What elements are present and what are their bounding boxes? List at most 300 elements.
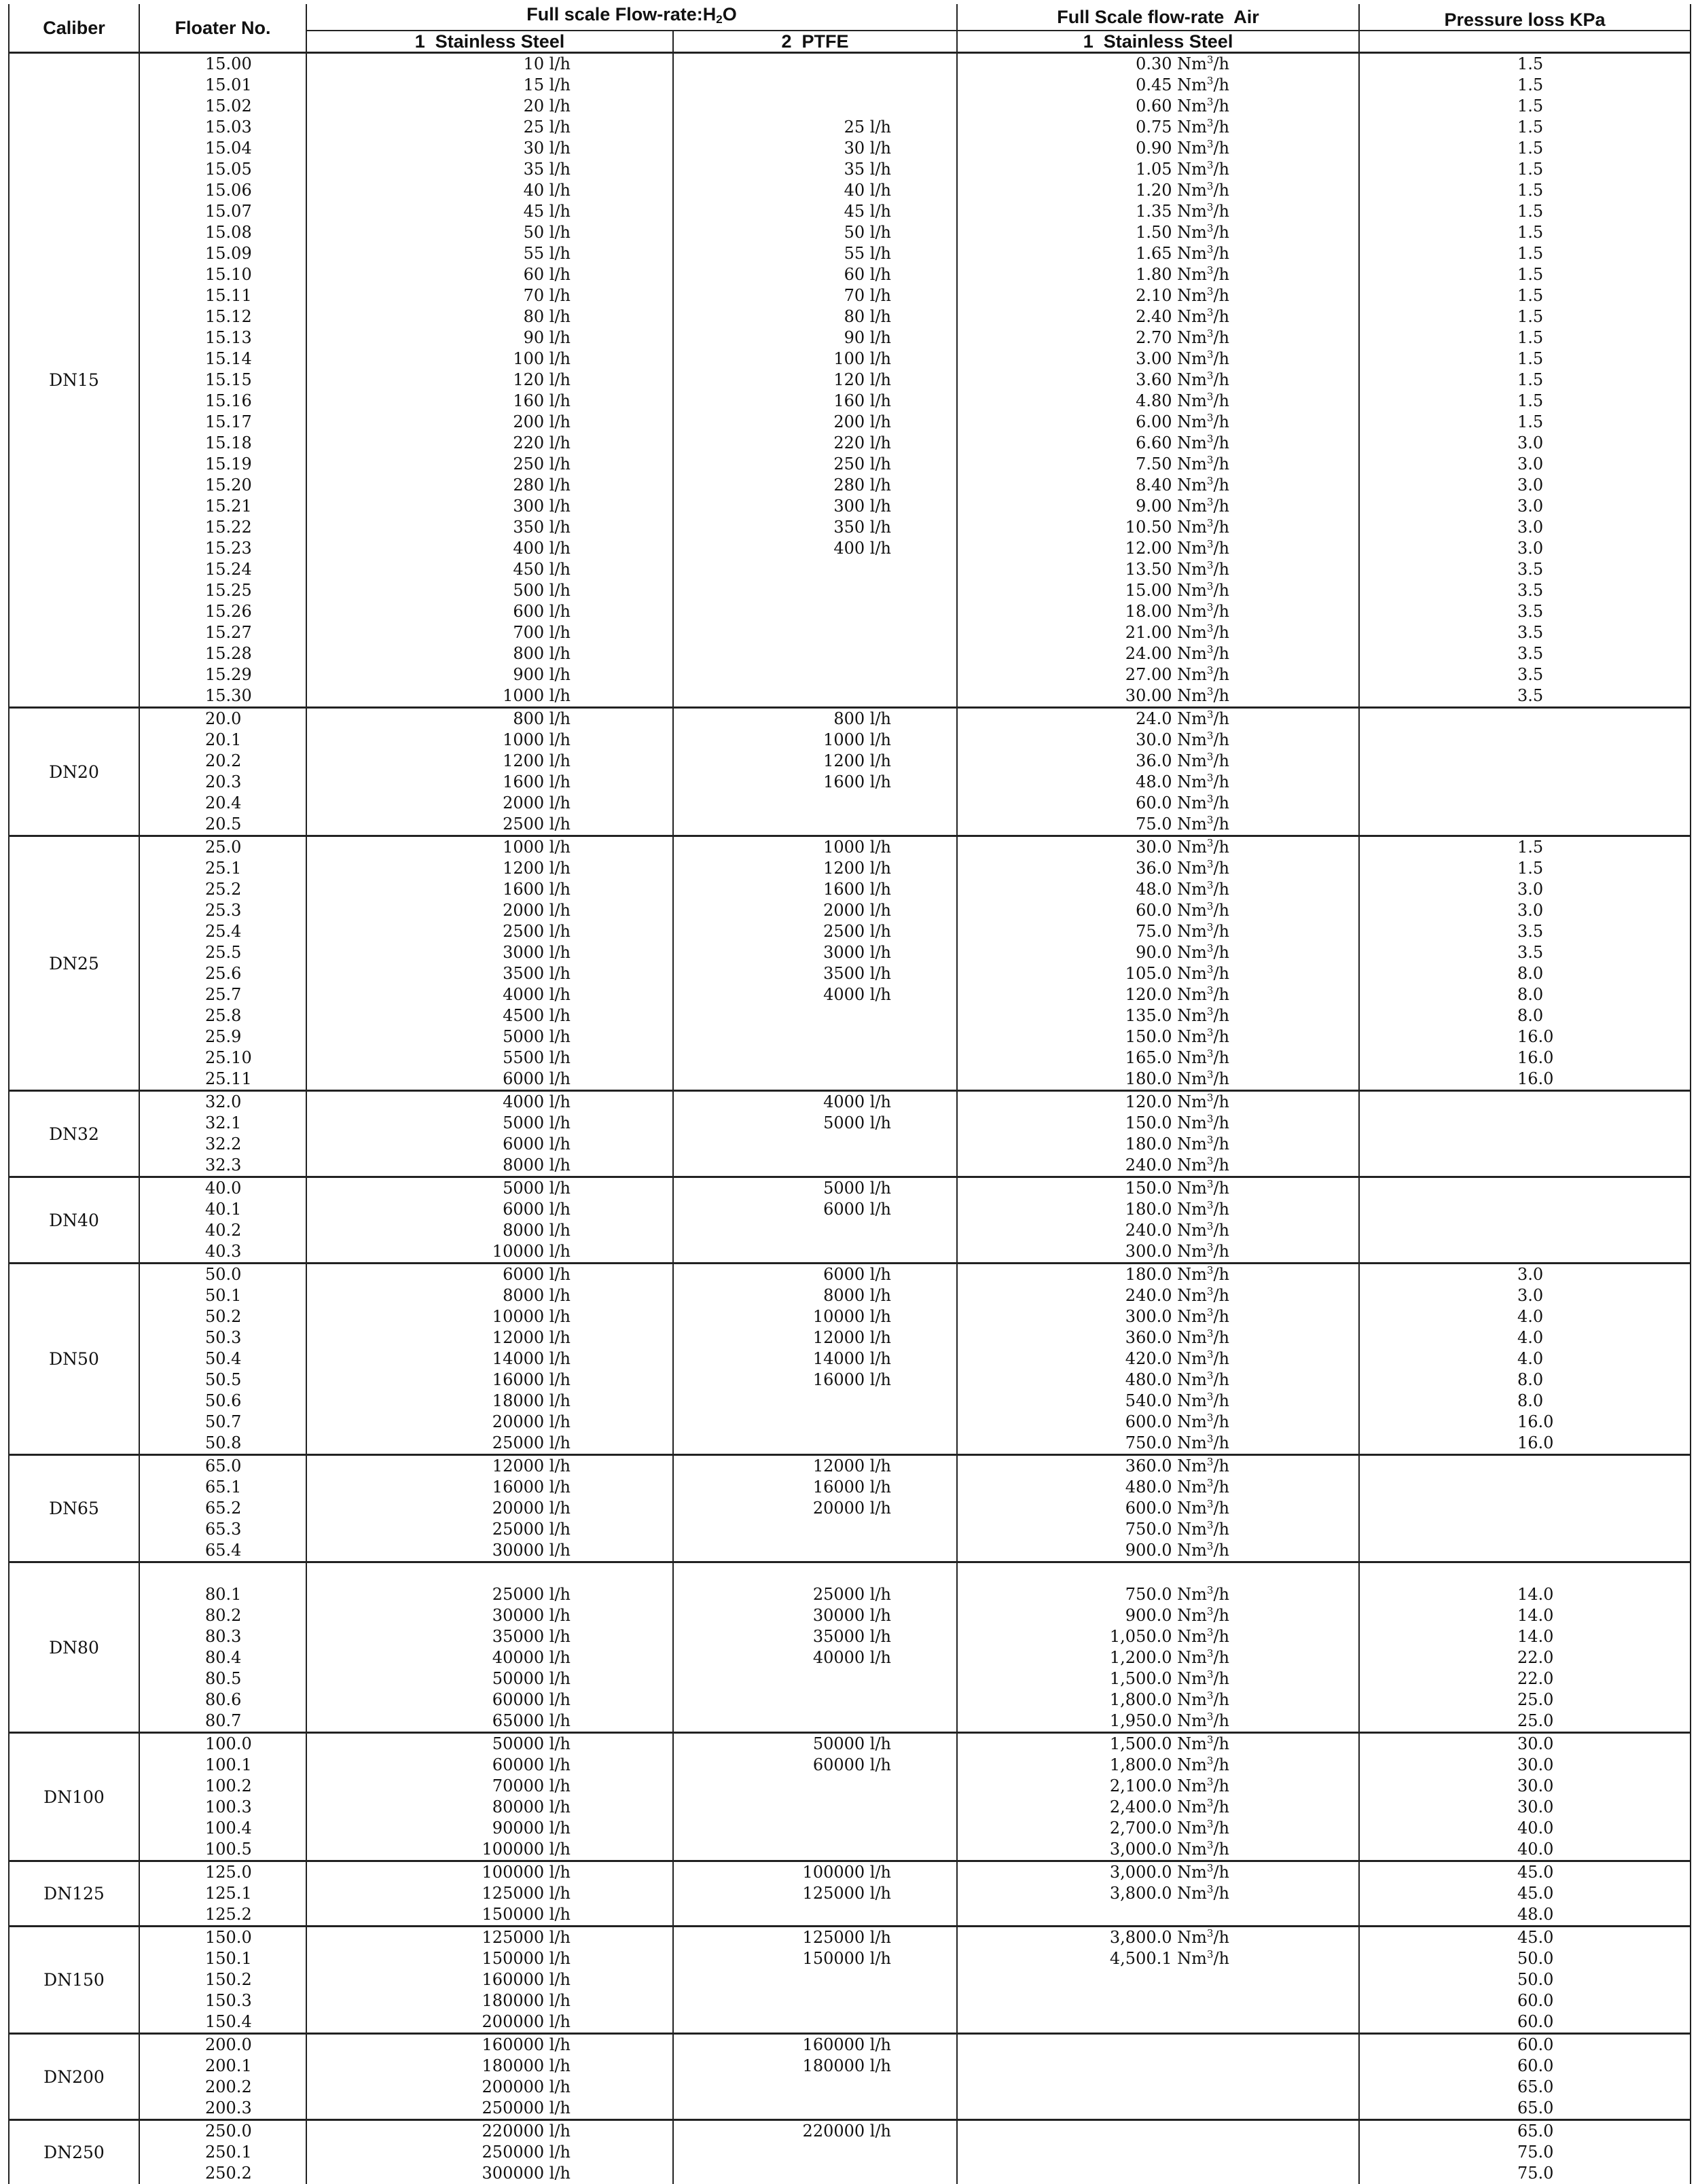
air-flow-cell (957, 53, 1359, 75)
ptfe-flow-cell: 30 l/h (673, 138, 957, 159)
air-unit-text (1172, 433, 1230, 452)
air-flow-cell (957, 1733, 1359, 1755)
table-row (9, 159, 1691, 180)
stainless-flow-cell: 800 l/h (306, 643, 673, 664)
floater-no-cell: 80.3 (139, 1626, 306, 1647)
ptfe-flow-cell (673, 1689, 957, 1711)
pressure-loss-cell: 14.0 (1359, 1605, 1691, 1626)
stainless-flow-cell: 1200 l/h (306, 858, 673, 879)
air-flow-value: 360.0 (1125, 1456, 1172, 1475)
air-flow-value: 240.0 (1125, 1286, 1172, 1305)
air-unit-prefix: Nm (1177, 539, 1207, 558)
air-unit-prefix: Nm (1177, 901, 1207, 920)
caliber-cell: DN25 (9, 836, 139, 1091)
ptfe-flow-cell (673, 1134, 957, 1155)
air-flow-cell (957, 1048, 1359, 1069)
air-unit-prefix: Nm (1177, 96, 1207, 115)
stainless-flow-cell: 20000 l/h (306, 1498, 673, 1519)
air-unit-prefix: Nm (1177, 1478, 1207, 1497)
ptfe-flow-cell: 55 l/h (673, 243, 957, 264)
air-unit-superscript: 3 (1207, 793, 1214, 805)
air-flow-value: 1,200.0 (1110, 1648, 1172, 1667)
ptfe-flow-cell: 25 l/h (673, 117, 957, 138)
air-flow-cell (957, 1689, 1359, 1711)
air-flow-cell (957, 2120, 1359, 2143)
floater-no-cell: 50.4 (139, 1348, 306, 1370)
air-flow-value: 8.40 (1136, 476, 1172, 495)
ptfe-flow-cell (673, 1005, 957, 1026)
floater-no-cell: 15.06 (139, 180, 306, 201)
air-unit-suffix: /h (1213, 1370, 1229, 1389)
table-row (9, 1969, 1691, 1990)
air-unit-prefix: Nm (1177, 581, 1207, 600)
ptfe-flow-cell (673, 1026, 957, 1048)
air-unit-suffix: /h (1213, 1776, 1229, 1795)
stainless-flow-cell: 100000 l/h (306, 1839, 673, 1861)
stainless-flow-cell: 70 l/h (306, 285, 673, 306)
ptfe-flow-cell: 350 l/h (673, 517, 957, 538)
air-flow-cell (957, 1199, 1359, 1220)
table-row (9, 53, 1691, 75)
stainless-flow-cell: 125000 l/h (306, 1883, 673, 1904)
caliber-cell: DN125 (9, 1861, 139, 1927)
air-flow-value: 1,050.0 (1110, 1627, 1172, 1646)
pressure-loss-cell: 3.0 (1359, 900, 1691, 921)
air-unit-superscript: 3 (1207, 1498, 1214, 1510)
air-unit-suffix: /h (1213, 286, 1229, 305)
air-flow-cell (957, 1005, 1359, 1026)
air-unit-text (1172, 665, 1230, 684)
stainless-flow-cell: 25000 l/h (306, 1519, 673, 1540)
air-flow-cell (957, 1755, 1359, 1776)
pressure-loss-cell: 3.0 (1359, 496, 1691, 517)
air-unit-prefix: Nm (1177, 922, 1207, 941)
air-unit-superscript: 3 (1207, 685, 1214, 698)
table-row (9, 664, 1691, 685)
table-row (9, 285, 1691, 306)
air-unit-superscript: 3 (1207, 921, 1214, 933)
stainless-flow-cell: 60000 l/h (306, 1689, 673, 1711)
air-flow-value: 360.0 (1125, 1328, 1172, 1347)
air-unit-suffix: /h (1213, 1092, 1229, 1111)
pressure-loss-cell (1359, 1540, 1691, 1562)
stainless-flow-cell: 18000 l/h (306, 1391, 673, 1412)
ptfe-flow-cell (673, 1562, 957, 1585)
ptfe-flow-cell (673, 1969, 957, 1990)
air-flow-cell (957, 1134, 1359, 1155)
air-flow-value: 180.0 (1125, 1069, 1172, 1088)
air-unit-text (1172, 1840, 1230, 1859)
air-flow-cell (957, 1455, 1359, 1478)
stainless-flow-cell: 5000 l/h (306, 1113, 673, 1134)
air-unit-suffix: /h (1213, 139, 1229, 158)
air-unit-superscript: 3 (1207, 433, 1214, 445)
floater-no-cell: 15.28 (139, 643, 306, 664)
stainless-flow-cell: 120 l/h (306, 370, 673, 391)
air-unit-prefix: Nm (1177, 1179, 1207, 1198)
air-unit-prefix: Nm (1177, 1928, 1207, 1947)
table-row (9, 475, 1691, 496)
floater-no-cell: 100.5 (139, 1839, 306, 1861)
pressure-loss-cell: 30.0 (1359, 1797, 1691, 1818)
air-flow-value: 1.05 (1136, 160, 1172, 179)
air-unit-text (1172, 1478, 1230, 1497)
ptfe-flow-cell: 30000 l/h (673, 1605, 957, 1626)
floater-no-cell: 100.3 (139, 1797, 306, 1818)
air-unit-superscript: 3 (1207, 1092, 1214, 1104)
air-unit-prefix: Nm (1177, 54, 1207, 73)
air-unit-text (1172, 751, 1230, 770)
pressure-loss-cell: 65.0 (1359, 2120, 1691, 2143)
pressure-loss-cell: 30.0 (1359, 1755, 1691, 1776)
air-unit-suffix: /h (1213, 1113, 1229, 1132)
floater-no-cell: 80.6 (139, 1689, 306, 1711)
air-unit-prefix: Nm (1177, 286, 1207, 305)
air-unit-text (1172, 1456, 1230, 1475)
pressure-loss-cell: 60.0 (1359, 1990, 1691, 2011)
pressure-loss-cell: 60.0 (1359, 2034, 1691, 2056)
ptfe-flow-cell: 45 l/h (673, 201, 957, 222)
air-unit-superscript: 3 (1207, 159, 1214, 171)
ptfe-flow-cell: 60000 l/h (673, 1755, 957, 1776)
air-unit-superscript: 3 (1207, 837, 1214, 849)
air-flow-cell (957, 1264, 1359, 1286)
stainless-flow-cell: 65000 l/h (306, 1711, 673, 1733)
pressure-loss-cell: 3.0 (1359, 517, 1691, 538)
air-flow-cell (957, 1241, 1359, 1264)
ptfe-flow-cell: 2000 l/h (673, 900, 957, 921)
pressure-loss-cell: 14.0 (1359, 1626, 1691, 1647)
table-row (9, 2034, 1691, 2056)
air-flow-value: 2.70 (1136, 328, 1172, 347)
air-unit-superscript: 3 (1207, 1711, 1214, 1723)
air-unit-suffix: /h (1213, 1585, 1229, 1604)
pressure-loss-cell: 16.0 (1359, 1412, 1691, 1433)
air-flow-cell (957, 496, 1359, 517)
stainless-flow-cell: 1000 l/h (306, 730, 673, 751)
floater-no-cell: 15.11 (139, 285, 306, 306)
air-unit-superscript: 3 (1207, 1069, 1214, 1081)
pressure-loss-cell (1359, 708, 1691, 730)
pressure-loss-cell (1359, 1477, 1691, 1498)
table-row (9, 1327, 1691, 1348)
table-row (9, 1005, 1691, 1026)
air-unit-text (1172, 1734, 1230, 1753)
air-unit-suffix: /h (1213, 1797, 1229, 1816)
air-flow-cell (957, 685, 1359, 708)
table-row (9, 391, 1691, 412)
floater-no-cell: 32.0 (139, 1091, 306, 1113)
table-row (9, 1948, 1691, 1969)
pressure-loss-cell: 22.0 (1359, 1647, 1691, 1668)
caliber-cell: DN250 (9, 2120, 139, 2184)
air-unit-suffix: /h (1213, 772, 1229, 791)
air-unit-text (1172, 1669, 1230, 1688)
air-flow-value: 15.00 (1125, 581, 1172, 600)
ptfe-flow-cell (673, 53, 957, 75)
air-unit-text (1172, 1585, 1230, 1604)
air-unit-superscript: 3 (1207, 75, 1214, 87)
table-row (9, 601, 1691, 622)
ptfe-flow-cell: 60 l/h (673, 264, 957, 285)
table-row (9, 1134, 1691, 1155)
air-unit-superscript: 3 (1207, 306, 1214, 319)
pressure-loss-cell: 16.0 (1359, 1069, 1691, 1091)
air-flow-cell (957, 984, 1359, 1005)
air-flow-cell (957, 900, 1359, 921)
floater-no-cell: 200.1 (139, 2056, 306, 2077)
stainless-flow-cell: 200000 l/h (306, 2077, 673, 2098)
stainless-flow-cell: 250000 l/h (306, 2098, 673, 2120)
ptfe-flow-cell: 160 l/h (673, 391, 957, 412)
air-unit-text (1172, 581, 1230, 600)
air-unit-suffix: /h (1213, 391, 1229, 410)
stainless-flow-cell: 200 l/h (306, 412, 673, 433)
air-flow-value: 36.0 (1136, 751, 1172, 770)
air-flow-value: 120.0 (1125, 985, 1172, 1004)
air-unit-prefix: Nm (1177, 412, 1207, 431)
stainless-flow-cell: 100000 l/h (306, 1861, 673, 1884)
air-unit-text (1172, 1179, 1230, 1198)
air-flow-cell (957, 1818, 1359, 1839)
pressure-loss-cell: 3.5 (1359, 559, 1691, 580)
floater-no-cell: 50.0 (139, 1264, 306, 1286)
ptfe-flow-cell: 16000 l/h (673, 1370, 957, 1391)
ptfe-flow-cell: 5000 l/h (673, 1113, 957, 1134)
air-unit-suffix: /h (1213, 539, 1229, 558)
air-unit-text (1172, 838, 1230, 857)
ptfe-flow-cell (673, 1797, 957, 1818)
floater-no-cell: 15.24 (139, 559, 306, 580)
air-flow-cell (957, 117, 1359, 138)
pressure-loss-cell: 3.5 (1359, 601, 1691, 622)
table-row (9, 1776, 1691, 1797)
air-unit-suffix: /h (1213, 560, 1229, 579)
stainless-flow-cell: 25000 l/h (306, 1433, 673, 1455)
air-unit-prefix: Nm (1177, 1048, 1207, 1067)
air-unit-superscript: 3 (1207, 814, 1214, 826)
pressure-loss-cell (1359, 1134, 1691, 1155)
air-flow-cell (957, 1477, 1359, 1498)
ptfe-flow-cell (673, 1519, 957, 1540)
ptfe-flow-cell: 1600 l/h (673, 772, 957, 793)
air-unit-suffix: /h (1213, 433, 1229, 452)
air-unit-suffix: /h (1213, 1265, 1229, 1284)
ptfe-flow-cell (673, 1540, 957, 1562)
table-row (9, 2056, 1691, 2077)
table-row (9, 1540, 1691, 1562)
ptfe-flow-cell: 280 l/h (673, 475, 957, 496)
pressure-loss-cell: 1.5 (1359, 75, 1691, 96)
air-flow-cell (957, 1948, 1359, 1969)
air-flow-cell (957, 1412, 1359, 1433)
pressure-loss-cell: 50.0 (1359, 1948, 1691, 1969)
stainless-flow-cell: 125000 l/h (306, 1927, 673, 1949)
pressure-loss-cell: 4.0 (1359, 1348, 1691, 1370)
floater-no-cell: 150.0 (139, 1927, 306, 1949)
air-unit-prefix: Nm (1177, 665, 1207, 684)
air-flow-value: 24.00 (1125, 644, 1172, 663)
air-unit-prefix: Nm (1177, 1541, 1207, 1560)
air-unit-superscript: 3 (1207, 709, 1214, 721)
table-row (9, 1711, 1691, 1733)
air-unit-suffix: /h (1213, 1027, 1229, 1046)
air-unit-text (1172, 1200, 1230, 1219)
air-unit-prefix: Nm (1177, 1069, 1207, 1088)
air-unit-suffix: /h (1213, 1690, 1229, 1709)
floater-no-cell: 50.6 (139, 1391, 306, 1412)
pressure-loss-cell: 1.5 (1359, 201, 1691, 222)
table-row (9, 1883, 1691, 1904)
table-row (9, 201, 1691, 222)
air-unit-superscript: 3 (1207, 517, 1214, 529)
stainless-flow-cell: 35 l/h (306, 159, 673, 180)
table-row (9, 117, 1691, 138)
air-flow-value: 3,800.0 (1110, 1928, 1172, 1947)
air-flow-cell (957, 1969, 1359, 1990)
air-unit-suffix: /h (1213, 202, 1229, 221)
floater-no-cell: 20.4 (139, 793, 306, 814)
ptfe-flow-cell (673, 814, 957, 836)
air-flow-value: 3,800.0 (1110, 1884, 1172, 1903)
air-unit-suffix: /h (1213, 1221, 1229, 1240)
pressure-loss-cell: 3.0 (1359, 538, 1691, 559)
table-row (9, 1733, 1691, 1755)
air-flow-value: 75.0 (1136, 922, 1172, 941)
table-row (9, 306, 1691, 327)
air-unit-text (1172, 901, 1230, 920)
caliber-cell: DN15 (9, 53, 139, 708)
air-flow-value: 24.0 (1136, 709, 1172, 728)
air-flow-value: 13.50 (1125, 560, 1172, 579)
air-flow-cell (957, 243, 1359, 264)
pressure-loss-cell: 30.0 (1359, 1776, 1691, 1797)
floater-no-cell: 25.8 (139, 1005, 306, 1026)
table-row (9, 708, 1691, 730)
pressure-loss-cell: 3.0 (1359, 1264, 1691, 1286)
air-unit-suffix: /h (1213, 223, 1229, 242)
table-row (9, 1285, 1691, 1306)
air-unit-text (1172, 1433, 1230, 1452)
air-unit-prefix: Nm (1177, 772, 1207, 791)
table-row (9, 1477, 1691, 1498)
air-flow-cell (957, 433, 1359, 454)
air-flow-cell (957, 879, 1359, 900)
air-flow-value: 75.0 (1136, 814, 1172, 834)
table-row (9, 1755, 1691, 1776)
floater-no-cell: 15.07 (139, 201, 306, 222)
air-unit-superscript: 3 (1207, 1477, 1214, 1489)
air-unit-suffix: /h (1213, 349, 1229, 368)
air-flow-value: 540.0 (1125, 1391, 1172, 1410)
floater-no-cell: 250.0 (139, 2120, 306, 2143)
air-unit-prefix: Nm (1177, 1711, 1207, 1730)
air-unit-prefix: Nm (1177, 1606, 1207, 1625)
air-unit-superscript: 3 (1207, 942, 1214, 954)
ptfe-flow-cell: 50 l/h (673, 222, 957, 243)
pressure-loss-cell: 1.5 (1359, 348, 1691, 370)
air-unit-text (1172, 328, 1230, 347)
air-unit-superscript: 3 (1207, 1927, 1214, 1939)
pressure-loss-cell: 3.5 (1359, 942, 1691, 963)
table-row (9, 1927, 1691, 1949)
ptfe-flow-cell (673, 559, 957, 580)
air-flow-value: 150.0 (1125, 1027, 1172, 1046)
air-flow-value: 0.90 (1136, 139, 1172, 158)
air-flow-value: 2,700.0 (1110, 1819, 1172, 1838)
air-unit-suffix: /h (1213, 1200, 1229, 1219)
air-unit-prefix: Nm (1177, 943, 1207, 962)
ptfe-flow-cell (673, 1155, 957, 1177)
stainless-flow-cell: 900 l/h (306, 664, 673, 685)
air-unit-superscript: 3 (1207, 1456, 1214, 1468)
stainless-flow-cell: 400 l/h (306, 538, 673, 559)
floater-no-cell: 50.3 (139, 1327, 306, 1348)
stainless-flow-cell: 1600 l/h (306, 772, 673, 793)
air-flow-value: 3,000.0 (1110, 1840, 1172, 1859)
floater-no-cell: 65.0 (139, 1455, 306, 1478)
air-unit-prefix: Nm (1177, 1391, 1207, 1410)
ptfe-flow-cell (673, 643, 957, 664)
floater-no-cell: 50.8 (139, 1433, 306, 1455)
air-flow-cell (957, 664, 1359, 685)
ptfe-flow-cell: 1200 l/h (673, 751, 957, 772)
floater-no-cell: 32.1 (139, 1113, 306, 1134)
pressure-loss-cell: 1.5 (1359, 222, 1691, 243)
floater-no-cell: 15.05 (139, 159, 306, 180)
air-unit-prefix: Nm (1177, 1949, 1207, 1968)
air-flow-value: 2.10 (1136, 286, 1172, 305)
floater-no-cell: 20.3 (139, 772, 306, 793)
stainless-flow-cell: 4500 l/h (306, 1005, 673, 1026)
floater-no-cell: 80.5 (139, 1668, 306, 1689)
table-row (9, 1904, 1691, 1927)
air-unit-prefix: Nm (1177, 139, 1207, 158)
table-row (9, 327, 1691, 348)
pressure-loss-cell: 3.5 (1359, 664, 1691, 685)
air-unit-prefix: Nm (1177, 265, 1207, 284)
air-unit-suffix: /h (1213, 730, 1229, 749)
floater-no-cell: 15.22 (139, 517, 306, 538)
table-row (9, 433, 1691, 454)
floater-no-cell: 65.1 (139, 1477, 306, 1498)
air-flow-value: 30.00 (1125, 686, 1172, 705)
caliber-cell: DN150 (9, 1927, 139, 2034)
air-unit-superscript: 3 (1207, 496, 1214, 508)
ptfe-flow-cell: 250 l/h (673, 454, 957, 475)
air-unit-superscript: 3 (1207, 327, 1214, 340)
air-flow-value: 1.35 (1136, 202, 1172, 221)
table-row (9, 836, 1691, 859)
stainless-flow-cell: 12000 l/h (306, 1327, 673, 1348)
air-unit-prefix: Nm (1177, 181, 1207, 200)
air-unit-text (1172, 1755, 1230, 1774)
stainless-flow-cell: 180000 l/h (306, 2056, 673, 2077)
stainless-flow-cell: 16000 l/h (306, 1370, 673, 1391)
stainless-flow-cell: 2500 l/h (306, 814, 673, 836)
table-row (9, 1091, 1691, 1113)
ptfe-flow-cell: 35000 l/h (673, 1626, 957, 1647)
air-unit-suffix: /h (1213, 244, 1229, 263)
floater-no-cell: 100.4 (139, 1818, 306, 1839)
air-flow-value: 2,100.0 (1110, 1776, 1172, 1795)
air-unit-superscript: 3 (1207, 1883, 1214, 1895)
air-unit-superscript: 3 (1207, 1306, 1214, 1319)
air-flow-cell (957, 1904, 1359, 1927)
air-unit-prefix: Nm (1177, 1585, 1207, 1604)
pressure-loss-cell: 1.5 (1359, 370, 1691, 391)
air-flow-value: 7.50 (1136, 454, 1172, 473)
